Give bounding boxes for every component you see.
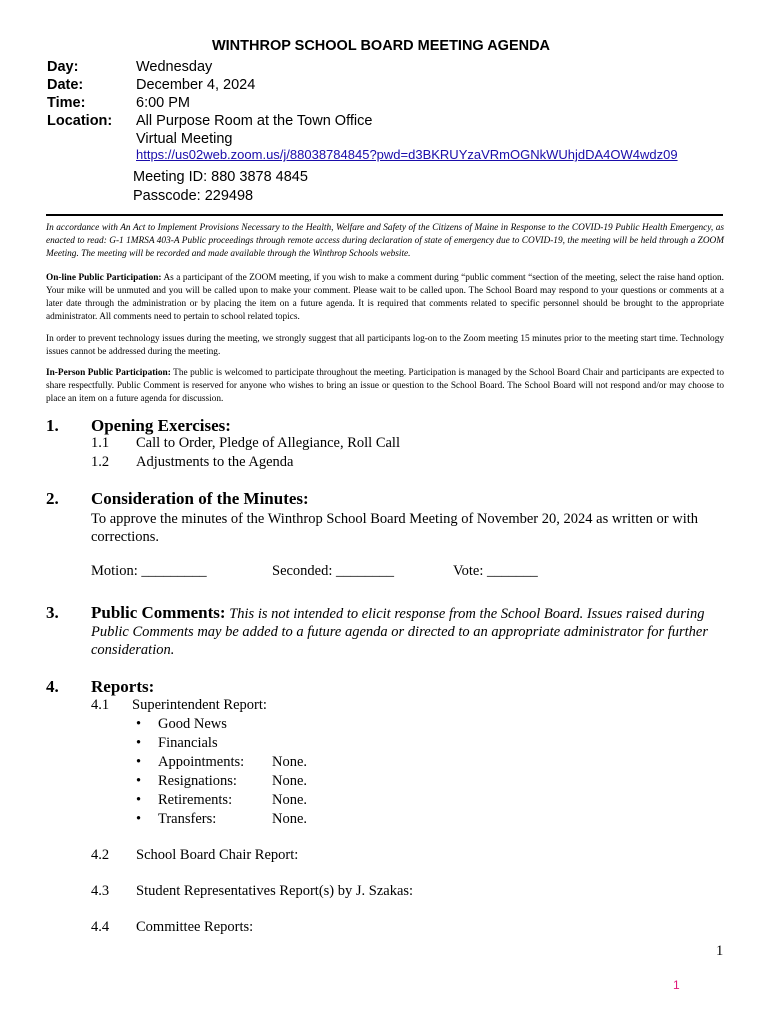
online-participation-label: On-line Public Participation: [46,273,162,283]
item-4-3-text: Student Representatives Report(s) by J. Szakas: [136,883,414,899]
bullet-icon: • [136,716,142,732]
item-4-3-number: 4.3 [91,883,110,899]
bullet-label: Transfers: [158,811,217,827]
zoom-link[interactable]: https://us02web.zoom.us/j/88038784845?pwd=d3BKRUYzaVRmOGNkWUhjdDA4OW4wdz09 [136,147,678,162]
bullet-label: Retirements: [158,792,233,808]
passcode: Passcode: 229498 [133,188,254,204]
item-1-1-number: 1.1 [91,435,110,451]
bullet-value: None. [272,754,308,770]
online-participation [46,272,724,324]
motion-line: Motion: _________ [91,563,207,579]
header-divider [46,214,723,216]
bullet-icon: • [136,811,142,827]
page-number: 1 [716,943,724,959]
seconded-line: Seconded: ________ [272,563,395,579]
item-4-1-text: Superintendent Report: [132,697,267,713]
bullet-icon: • [136,735,142,751]
section-4-number: 4. [46,677,59,696]
page-title: WINTHROP SCHOOL BOARD MEETING AGENDA [211,38,551,54]
location-value: All Purpose Room at the Town Office [136,113,373,129]
inperson-participation-label: In-Person Public Participation: [46,368,171,378]
vote-line: Vote: _______ [453,563,538,579]
covid-notice: In accordance with An Act to Implement Provisions Necessary to the Health, Welfare and Safety of the Citizens of Maine in Response to the COVID-19 Public Health Emergency, as enacted to read: G-1 1MRSA 403-A Public proceedings through remote access during declaration of state of emergency due to COVID-19, the meeting will be held through a ZOOM Meeting. The meeting will be recorded and made available through the Winthrop Schools website. [46,223,724,259]
virtual-meeting: Virtual Meeting [136,131,233,147]
item-1-1-text: Call to Order, Pledge of Allegiance, Roll Call [136,435,400,451]
public-comments-text: This is not intended to elicit response from the School Board. Issues raised during Public Comments may be added to a future agenda or directed to an appropriate administrator for further consideration. [91,606,709,658]
time-value: 6:00 PM [136,95,190,111]
bullet-icon: • [136,773,142,789]
bullet-icon: • [136,792,142,808]
item-4-2-number: 4.2 [91,847,110,863]
day-label: Day: [47,59,79,75]
viewer-page-indicator: 1 [673,978,680,992]
section-3-number: 3. [46,603,59,622]
bullet-value: None. [272,773,308,789]
item-1-2-number: 1.2 [91,454,110,470]
section-3-block [91,604,731,659]
item-4-1-number: 4.1 [91,697,110,713]
section-1-title: Opening Exercises: [91,416,231,435]
section-1-number: 1. [46,416,59,435]
bullet-label: Appointments: [158,754,245,770]
meeting-id: Meeting ID: 880 3878 4845 [133,169,308,185]
bullet-label: Resignations: [158,773,237,789]
section-2-number: 2. [46,489,59,508]
bullet-value: None. [272,811,308,827]
section-3-title: Public Comments: [91,603,226,622]
day-value: Wednesday [136,59,213,75]
bullet-label: Financials [158,735,218,751]
bullet-value: None. [272,792,308,808]
inperson-participation [46,367,724,406]
bullet-icon: • [136,754,142,770]
time-label: Time: [47,95,86,111]
inperson-participation-text: The public is welcomed to participate throughout the meeting. Participation is managed by the School Board Chair and participants are expected to share respectfully. Public Comment is reserved for anyone who wishes to bring an issue or question to the School Board. The School Board will not respond and/or may choose to place an item on a future agenda for discussion. [46,368,725,404]
item-4-4-text: Committee Reports: [136,919,254,935]
minutes-text: To approve the minutes of the Winthrop School Board Meeting of November 20, 2024 as written or with corrections. [91,511,699,545]
date-value: December 4, 2024 [136,77,256,93]
bullet-label: Good News [158,716,227,732]
item-1-2-text: Adjustments to the Agenda [136,454,294,470]
item-4-2-text: School Board Chair Report: [136,847,299,863]
technology-notice: In order to prevent technology issues during the meeting, we strongly suggest that all participants log-on to the Zoom meeting 15 minutes prior to the meeting start time. Technology issues cannot be addressed during the meeting. [46,334,724,357]
section-2-title: Consideration of the Minutes: [91,489,309,508]
date-label: Date: [47,77,84,93]
location-label: Location: [47,113,113,129]
section-4-title: Reports: [91,677,155,696]
item-4-4-number: 4.4 [91,919,110,935]
online-participation-text: As a participant of the ZOOM meeting, if you wish to make a comment during “public comment “section of the meeting, select the raise hand option. Your mike will be unmuted and you will be called upon to make your comment. Please wait to be called upon. The School Board may respond to your questions or comments at a later date through the administration or by placing the item on a future agenda. It is required that comments related to specific personnel should be brought to the appropriate administrator. All comments need to pertain to school related topics. [46,273,724,322]
